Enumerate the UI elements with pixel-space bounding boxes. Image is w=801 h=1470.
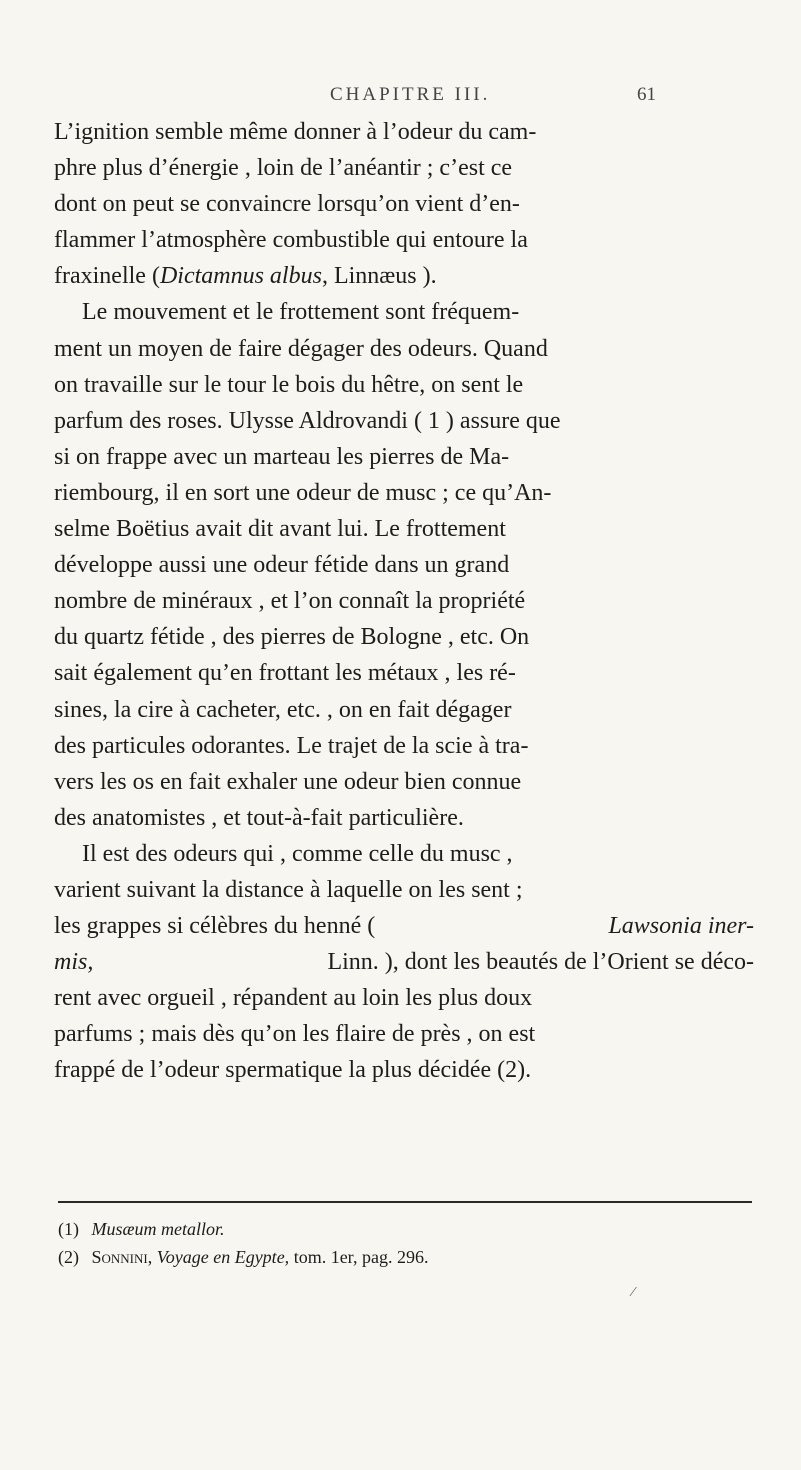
page-number: 61 [637,84,656,105]
footnote-divider [58,1201,752,1203]
text-line: flammer l’atmosphère combustible qui entoure la [54,227,528,254]
footnote-title: Musæum metallor. [91,1219,225,1239]
footnote-details: tom. 1er, pag. 296. [293,1247,429,1267]
text-line: des particules odorantes. Le trajet de la scie à tra- [54,732,529,759]
text-line: du quartz fétide , des pierres de Bologne , etc. On [54,624,530,651]
text-fragment: les grappes si célèbres du henné ( [54,913,376,940]
text-line: nombre de minéraux , et l’on connaît la propriété [54,588,526,615]
text-line: vers les os en fait exhaler une odeur bien connue [54,768,522,795]
text-line: rent avec orgueil , répandent au loin les plus doux [54,985,533,1012]
text-line-with-italic [54,908,754,944]
text-line: sines, la cire à cacheter, etc. , on en fait dégager [54,696,512,723]
botanical-name: Lawsonia iner- [608,913,754,940]
footnote-marker: (1) [58,1219,79,1239]
footnote-1 [58,1215,748,1243]
footnotes [58,1215,748,1271]
footnote-author: Sonnini [91,1247,148,1267]
text-line: Il est des odeurs qui , comme celle du musc , [82,840,513,867]
text-line: parfums ; mais dès qu’on les flaire de près , on est [54,1021,536,1048]
text-line: L’ignition semble même donner à l’odeur du cam- [54,119,537,145]
text-line: riembourg, il en sort une odeur de musc ; ce qu’An- [54,479,552,506]
footnote-marker: (2) [58,1247,79,1267]
text-fragment: fraxinelle ( [54,263,160,290]
text-line-with-italic [54,944,754,980]
text-line: frappé de l’odeur spermatique la plus décidée (2). [54,1057,532,1084]
text-line: selme Boëtius avait dit avant lui. Le frottement [54,516,506,543]
text-line: des anatomistes , et tout-à-fait particulière. [54,804,464,831]
text-line: dont on peut se convaincre lorsqu’on vient d’en- [54,191,520,218]
text-line: phre plus d’énergie , loin de l’anéantir ; c’est ce [54,155,513,182]
text-line: varient suivant la distance à laquelle on les sent ; [54,876,523,903]
footnote-title: Voyage en Egypte, [156,1247,290,1267]
text-fragment: Linn. ), dont les beautés de l’Orient se déco- [327,949,754,976]
text-fragment: , Linnæus ). [321,263,437,290]
text-line: sait également qu’en frottant les métaux , les ré- [54,660,516,687]
text-line: on travaille sur le tour le bois du hêtre, on sent le [54,371,524,398]
footnote-separator: , [147,1247,157,1267]
text-line: développe aussi une odeur fétide dans un grand [54,552,510,579]
botanical-name: Dictamnus albus [159,263,322,290]
stray-ink-mark: ⁄ [632,1285,635,1300]
text-line: parfum des roses. Ulysse Aldrovandi ( 1 ) assure que [54,407,561,434]
footnote-2 [58,1243,748,1271]
text-line: Le mouvement et le frottement sont fréquem- [82,299,520,326]
text-line: ment un moyen de faire dégager des odeurs. Quand [54,335,548,362]
running-head: CHAPITRE III. [330,84,491,105]
body-text [54,114,754,1089]
text-line: si on frappe avec un marteau les pierres de Ma- [54,443,510,470]
botanical-name: mis, [54,949,94,976]
text-line-with-italic [54,258,754,294]
